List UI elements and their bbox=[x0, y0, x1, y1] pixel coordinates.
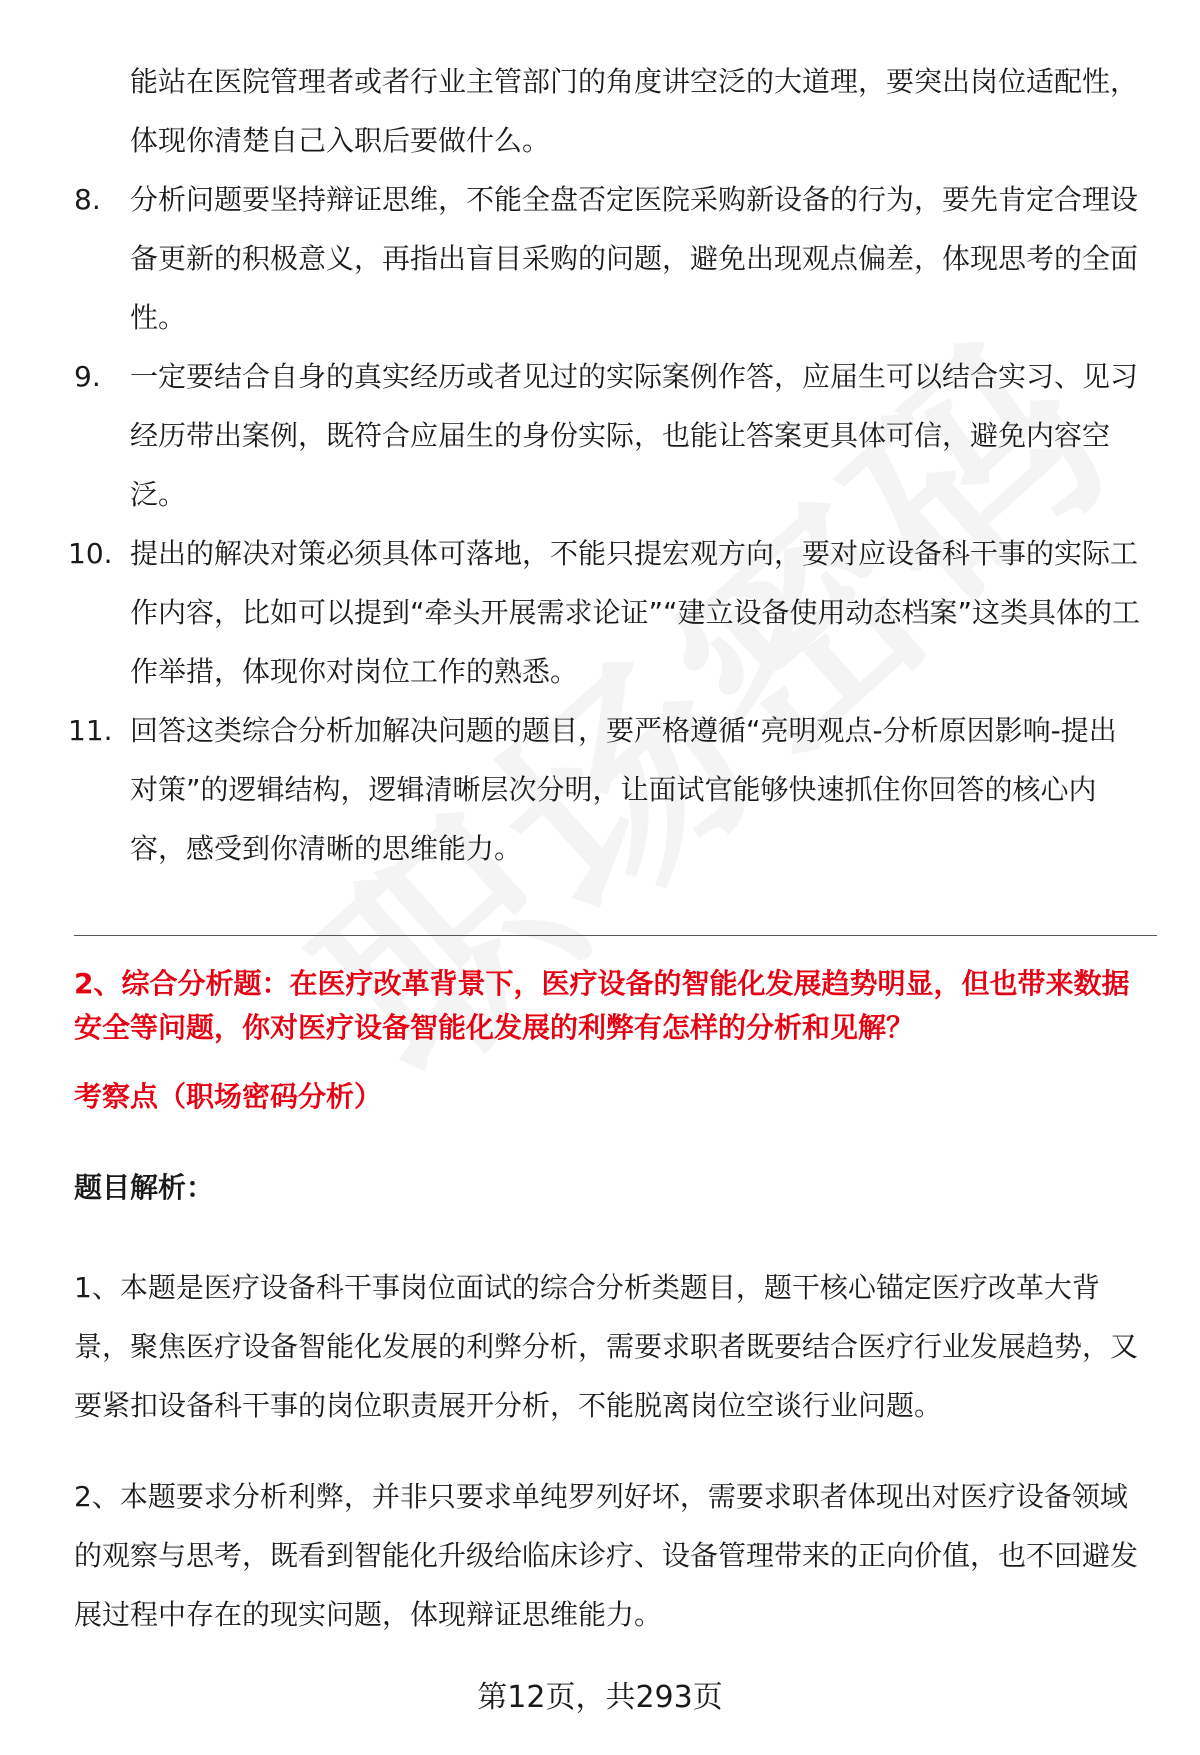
analysis-paragraph-1: 1、本题是医疗设备科干事岗位面试的综合分析类题目，题干核心锚定医疗改革大背景，聚焦医疗设备智能化发展的利弊分析，需要求职者既要结合医疗行业发展趋势，又要紧扣设备科干事的岗位职责展开分析，不能脱离岗位空谈行业问题。 bbox=[74, 1271, 1139, 1422]
list-item-number: 10. bbox=[68, 537, 113, 570]
list-item-text: 回答这类综合分析加解决问题的题目，要严格遵循“亮明观点-分析原因影响-提出对策”的逻辑结构，逻辑清晰层次分明，让面试官能够快速抓住你回答的核心内容，感受到你清晰的思维能力。 bbox=[130, 714, 1117, 865]
analysis-heading: 题目解析： bbox=[74, 1171, 215, 1204]
list-item-text: 能站在医院管理者或者行业主管部门的角度讲空泛的大道理，要突出岗位适配性，体现你清楚自己入职后要做什么。 bbox=[130, 65, 1139, 157]
list-item-number: 11. bbox=[68, 714, 113, 747]
list-item-text: 分析问题要坚持辩证思维，不能全盘否定医院采购新设备的行为，要先肯定合理设备更新的积极意义，再指出盲目采购的问题，避免出现观点偏差，体现思考的全面性。 bbox=[130, 183, 1139, 334]
analysis-paragraph-2: 2、本题要求分析利弊，并非只要求单纯罗列好坏，需要求职者体现出对医疗设备领域的观察与思考，既看到智能化升级给临床诊疗、设备管理带来的正向价值，也不回避发展过程中存在的现实问题，体现辩证思维能力。 bbox=[74, 1480, 1139, 1631]
question-title: 2、综合分析题：在医疗改革背景下，医疗设备的智能化发展趋势明显，但也带来数据安全等问题，你对医疗设备智能化发展的利弊有怎样的分析和见解？ bbox=[74, 967, 1130, 1044]
list-item bbox=[68, 701, 1144, 878]
focus-heading: 考察点（职场密码分析） bbox=[74, 1080, 383, 1113]
list-item-text: 提出的解决对策必须具体可落地，不能只提宏观方向，要对应设备科干事的实际工作内容，比如可以提到“牵头开展需求论证”“建立设备使用动态档案”这类具体的工作举措，体现你对岗位工作的熟悉。 bbox=[130, 537, 1141, 688]
list-item-number: 9. bbox=[74, 360, 101, 393]
section-divider bbox=[74, 935, 1157, 936]
list-item-number: 8. bbox=[74, 183, 101, 216]
page-number: 第12页，共293页 bbox=[477, 1680, 723, 1715]
list-item bbox=[74, 347, 1144, 524]
list-item-continuation bbox=[74, 52, 1144, 170]
list-item bbox=[74, 170, 1144, 347]
list-item bbox=[68, 524, 1144, 701]
list-item-text: 一定要结合自身的真实经历或者见过的实际案例作答，应届生可以结合实习、见习经历带出案例，既符合应届生的身份实际，也能让答案更具体可信，避免内容空泛。 bbox=[130, 360, 1139, 511]
tips-list bbox=[68, 52, 1144, 878]
